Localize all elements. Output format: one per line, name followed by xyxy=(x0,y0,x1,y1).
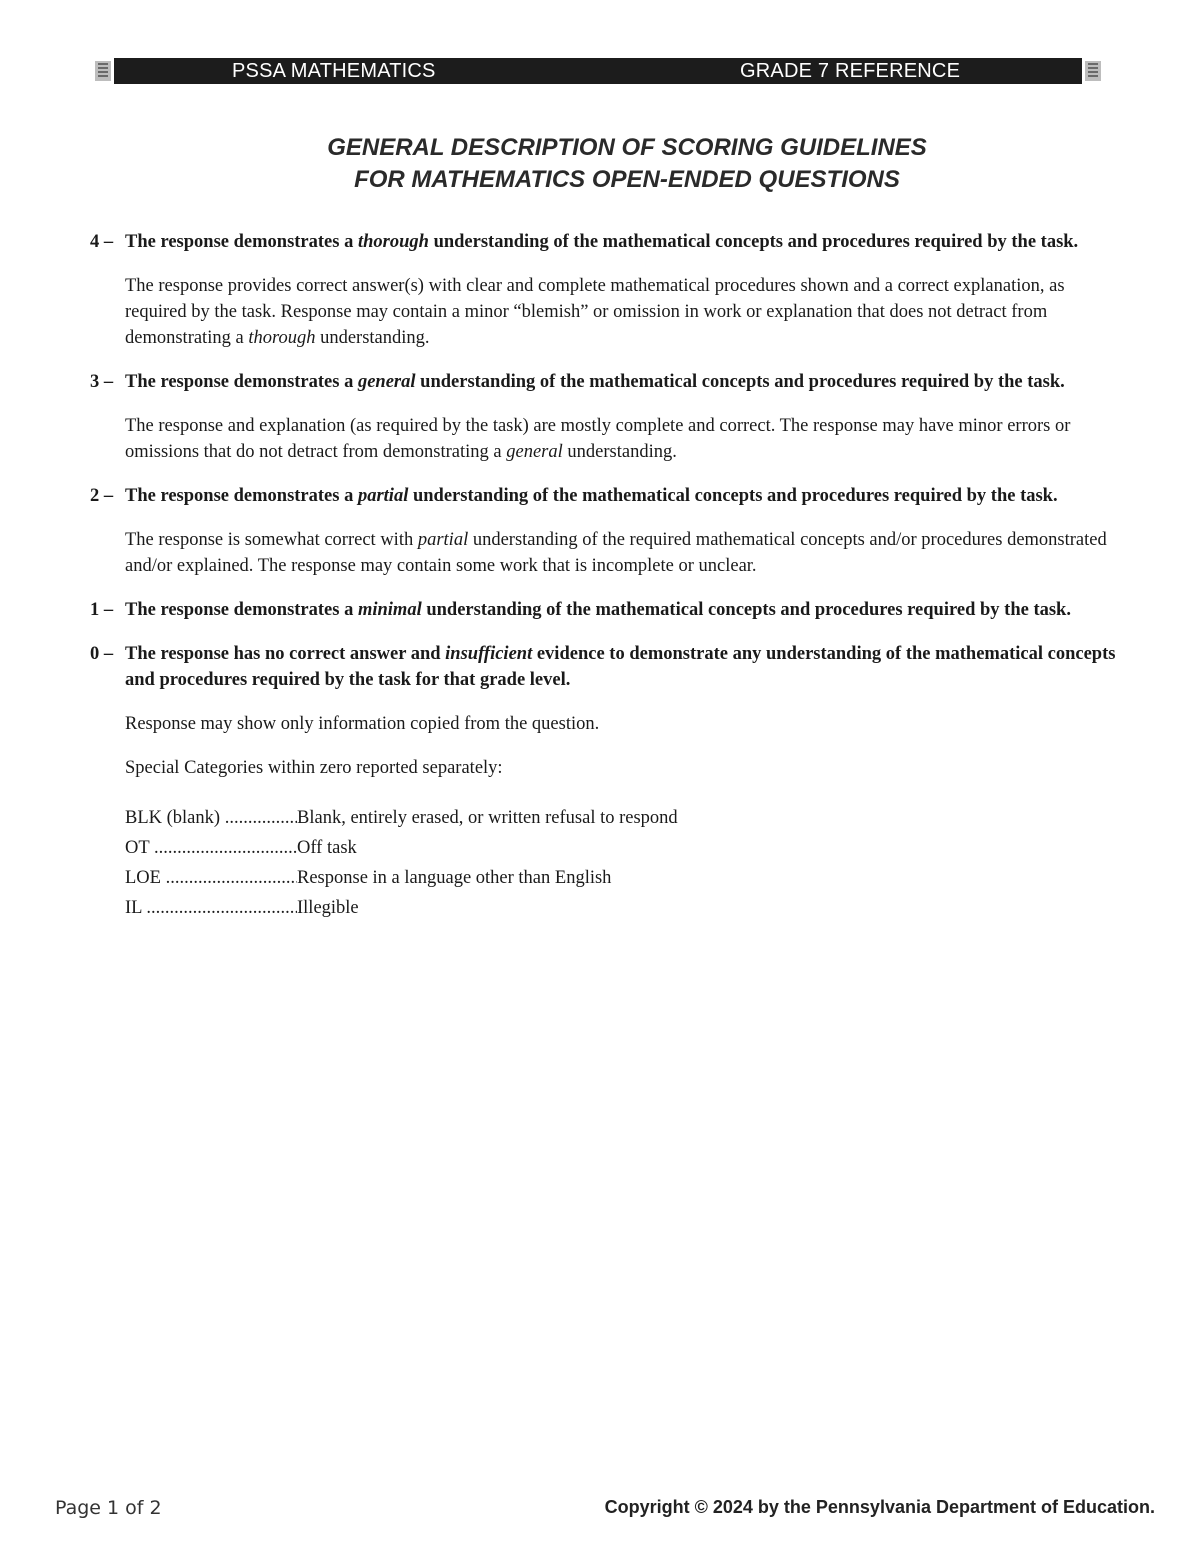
page-number: Page 1 of 2 xyxy=(55,1497,162,1519)
level-3 xyxy=(90,369,1120,465)
category-description: Response in a language other than English xyxy=(297,868,612,888)
category-description: Blank, entirely erased, or written refusal to respond xyxy=(297,808,678,828)
level-description xyxy=(90,413,1120,465)
level-0 xyxy=(90,641,1120,923)
level-heading xyxy=(90,641,1120,693)
score-number: 0 – xyxy=(90,644,114,664)
heading-text: The response demonstrates a xyxy=(125,600,358,620)
category-row xyxy=(125,893,1120,923)
level-heading xyxy=(90,229,1120,255)
header-subject: PSSA MATHEMATICS xyxy=(232,60,436,82)
category-code: IL ..... xyxy=(125,893,297,923)
category-row xyxy=(125,803,1120,833)
level-heading xyxy=(90,597,1120,623)
score-number: 2 – xyxy=(90,486,114,506)
level-1 xyxy=(90,597,1120,623)
category-code: LOE ..... xyxy=(125,863,297,893)
scoring-rubric xyxy=(90,229,1120,941)
ornament-icon xyxy=(1082,58,1104,84)
heading-text: understanding of the mathematical concepts and procedures required by the task. xyxy=(408,486,1058,506)
category-description: Illegible xyxy=(297,898,359,918)
heading-text: The response has no correct answer and xyxy=(125,644,446,664)
level-heading xyxy=(90,483,1120,509)
level-heading xyxy=(90,369,1120,395)
header-grade: GRADE 7 REFERENCE xyxy=(740,60,961,82)
description-emphasis: general xyxy=(506,442,563,462)
description-text: Response may show only information copied from the question. xyxy=(125,714,600,734)
description-emphasis: partial xyxy=(417,530,469,550)
level-description xyxy=(90,527,1120,579)
category-code: OT ..... xyxy=(125,833,297,863)
title-line-2: FOR MATHEMATICS OPEN-ENDED QUESTIONS xyxy=(354,166,900,193)
heading-emphasis: insufficient xyxy=(445,644,533,664)
heading-emphasis: minimal xyxy=(357,600,422,620)
description-emphasis: thorough xyxy=(248,328,316,348)
heading-emphasis: partial xyxy=(357,486,409,506)
category-code: BLK (blank) ..... xyxy=(125,803,297,833)
description-text: The response and explanation (as required by the task) are mostly complete and correct. The response may have minor errors or omissions that do not detract from demonstrating a xyxy=(125,416,1071,462)
score-number: 1 – xyxy=(90,600,114,620)
copyright-notice: Copyright © 2024 by the Pennsylvania Department of Education. xyxy=(604,1497,1155,1517)
score-number: 4 – xyxy=(90,232,114,252)
category-row xyxy=(125,863,1120,893)
level-4 xyxy=(90,229,1120,351)
heading-text: evidence to demonstrate any understanding of the mathematical concepts and procedures required by the task for that grade level. xyxy=(125,644,1116,690)
heading-text: The response demonstrates a xyxy=(125,486,358,506)
description-text: understanding. xyxy=(315,328,430,348)
ornament-icon xyxy=(92,58,114,84)
description-text: The response provides correct answer(s) with clear and complete mathematical procedures shown and a correct explanation, as required by the task. Response may contain a minor “blemish” or omission in work or explanation that does not detract from demonstrating a xyxy=(125,276,1065,348)
heading-text: understanding of the mathematical concepts and procedures required by the task. xyxy=(421,600,1071,620)
heading-text: The response demonstrates a xyxy=(125,372,358,392)
category-description: Off task xyxy=(297,838,357,858)
heading-text: The response demonstrates a xyxy=(125,232,358,252)
score-number: 3 – xyxy=(90,372,114,392)
heading-emphasis: general xyxy=(357,372,416,392)
special-categories-intro: Special Categories within zero reported separately: xyxy=(125,758,503,778)
level-description xyxy=(90,711,1120,737)
special-categories xyxy=(90,755,1120,923)
category-row xyxy=(125,833,1120,863)
heading-text: understanding of the mathematical concepts and procedures required by the task. xyxy=(415,372,1065,392)
description-text: understanding. xyxy=(562,442,677,462)
page-title xyxy=(0,132,1200,196)
title-line-1: GENERAL DESCRIPTION OF SCORING GUIDELINES xyxy=(327,134,927,161)
description-text: understanding of the required mathematical concepts and/or procedures demonstrated and/or explained. The response may contain some work that is incomplete or unclear. xyxy=(125,530,1107,576)
level-description xyxy=(90,273,1120,351)
heading-text: understanding of the mathematical concepts and procedures required by the task. xyxy=(428,232,1079,252)
header-bar xyxy=(92,58,1104,84)
heading-emphasis: thorough xyxy=(357,232,429,252)
level-2 xyxy=(90,483,1120,579)
description-text: The response is somewhat correct with xyxy=(125,530,418,550)
